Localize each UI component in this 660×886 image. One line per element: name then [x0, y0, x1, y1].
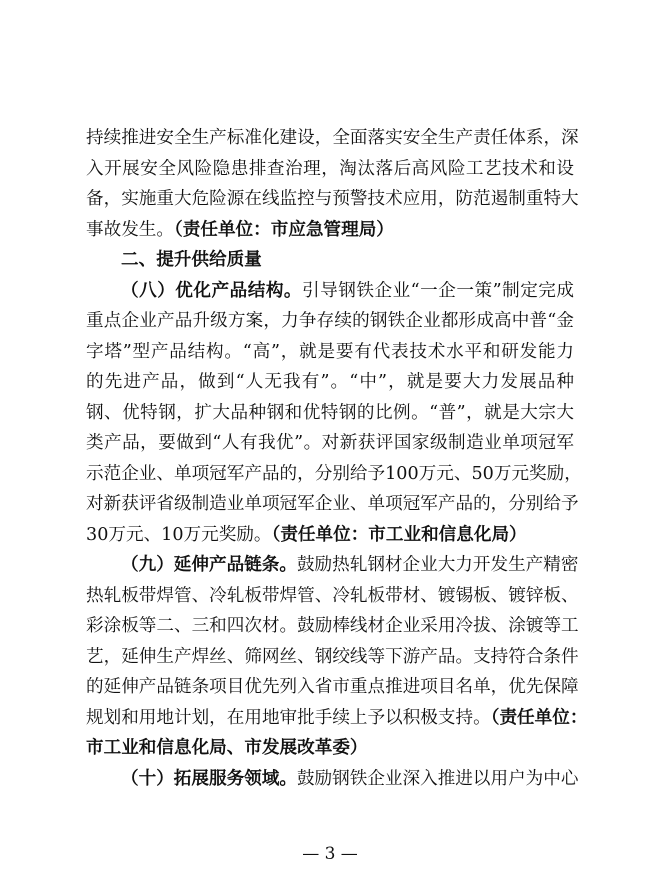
- text-line: 持续推进安全生产标准化建设，全面落实安全生产责任体系，深: [86, 128, 579, 148]
- bold-text-segment: （十）拓展服务领域。: [121, 767, 297, 789]
- text-line: 的先进产品，做到“人无我有”。“中”，就是要大力发展品种: [86, 372, 574, 392]
- text-line: 字塔”型产品结构。“高”，就是要有代表技术水平和研发能力: [86, 341, 574, 362]
- text-line: [86, 733, 574, 764]
- text-line: [86, 703, 588, 734]
- text-segment: 鼓励钢铁企业深入推进以用户为中心: [296, 768, 579, 789]
- text-segment: 30万元、10万元奖励。: [86, 524, 272, 545]
- bold-text-segment: （责任单位：: [490, 706, 588, 728]
- text-line: 钢、优特钢，扩大品种钢和优特钢的比例。“普”，就是大宗大: [86, 402, 574, 423]
- page-number: — 3 —: [302, 844, 358, 864]
- text-segment: 规划和用地计划，在用地审批手续上予以积极支持。: [86, 707, 491, 728]
- text-segment: 事故发生。: [86, 219, 174, 240]
- text-line: 的延伸产品链条项目优先列入省市重点推进项目名单，优先保障: [86, 677, 579, 697]
- text-line: [86, 520, 574, 551]
- text-line: [86, 276, 574, 307]
- text-line: 彩涂板等二、三和四次材。鼓励棒线材企业采用冷拔、涂镀等工: [86, 616, 579, 636]
- bold-text-segment: （责任单位：市应急管理局）: [173, 218, 394, 240]
- text-line: 入开展安全风险隐患排查治理，淘汰落后高风险工艺技术和设: [86, 158, 574, 179]
- document-body: [86, 123, 588, 794]
- section-heading: 二、提升供给质量: [121, 250, 262, 270]
- text-line: [86, 550, 579, 581]
- text-line: 类产品，要做到“人有我优”。对新获评国家级制造业单项冠军: [86, 433, 574, 453]
- text-line: [86, 215, 574, 246]
- text-segment: 引导钢铁企业“一企一策”制定完成: [302, 280, 574, 301]
- text-line: 艺，延伸生产焊丝、筛网丝、钢绞线等下游产品。支持符合条件: [86, 646, 579, 667]
- text-line: 重点企业产品升级方案，力争存续的钢铁企业都形成高中普“金: [86, 311, 574, 331]
- text-line: [86, 764, 579, 795]
- text-line: 热轧板带焊管、冷轧板带焊管、冷轧板带材、镀锡板、镀锌板、: [86, 585, 579, 606]
- bold-text-segment: （责任单位：市工业和信息化局）: [271, 523, 527, 545]
- text-line: 对新获评省级制造业单项冠军企业、单项冠军产品的，分别给予: [86, 494, 579, 514]
- bold-text-segment: 市工业和信息化局、市发展改革委）: [86, 737, 368, 758]
- text-segment: 鼓励热轧钢材企业大力开发生产精密: [296, 555, 579, 575]
- bold-text-segment: （九）延伸产品链条。: [121, 554, 297, 575]
- text-line: 备，实施重大危险源在线监控与预警技术应用，防范遏制重特大: [86, 189, 579, 209]
- bold-text-segment: （八）优化产品结构。: [121, 279, 303, 301]
- text-line: 示范企业、单项冠军产品的，分别给予100万元、50万元奖励，: [86, 463, 582, 484]
